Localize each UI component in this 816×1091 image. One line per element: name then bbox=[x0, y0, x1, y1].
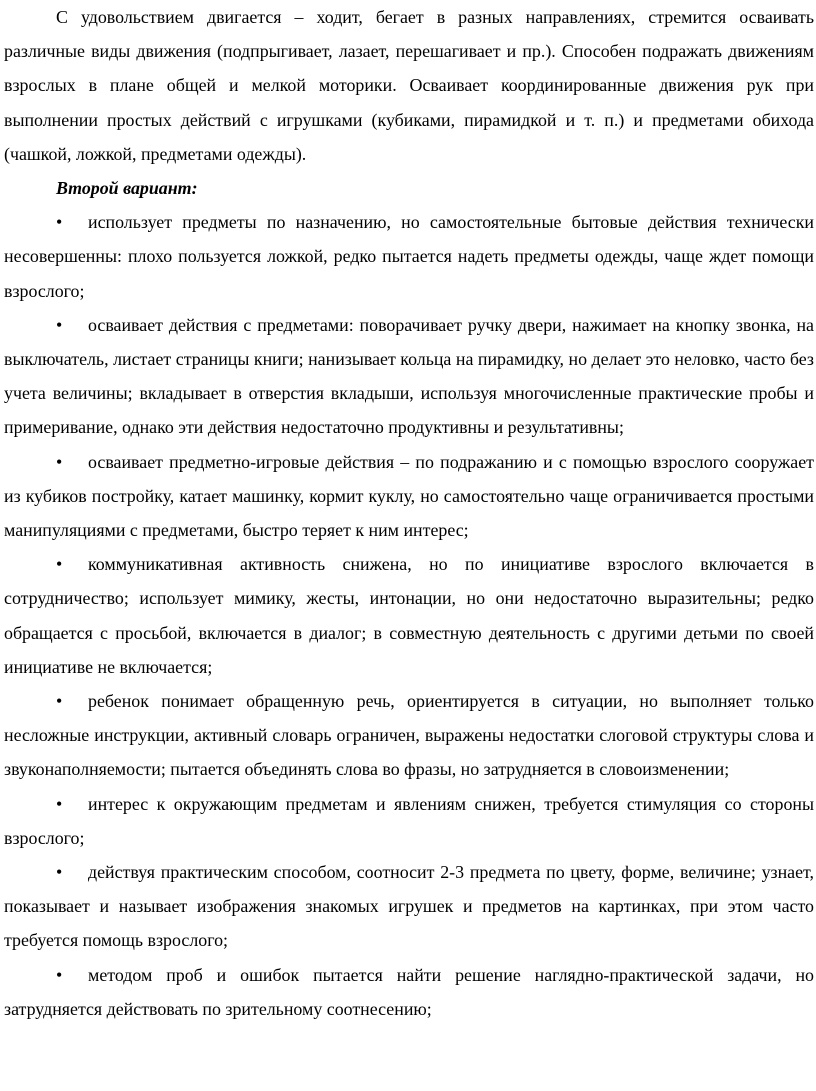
list-item bbox=[4, 308, 814, 445]
list-item-text: осваивает предметно-игровые действия – по подражанию и с помощью взрослого сооружает из кубиков постройку, катает машинку, кормит куклу, но самостоятельно чаще ограничивается простыми манипуляциями с предметами, быстро теряет к ним интерес; bbox=[4, 451, 814, 541]
bullet-mark: • bbox=[56, 314, 63, 335]
list-item-text: использует предметы по назначению, но самостоятельные бытовые действия технически несовершенны: плохо пользуется ложкой, редко пытается надеть предметы одежды, чаще ждет помощи взрослого; bbox=[4, 212, 814, 301]
list-item-text: осваивает действия с предметами: поворачивает ручку двери, нажимает на кнопку звонка, на выключатель, листает страницы книги; нанизывает кольца на пирамидку, но делает это неловко, часто без учета величины; вкладывает в отверстия вкладыши, используя многочисленные практические пробы и примеривание, однако эти действия недостаточно продуктивны и результативны; bbox=[4, 314, 814, 438]
list-item bbox=[4, 547, 814, 684]
bullet-mark: • bbox=[56, 862, 63, 883]
bullet-mark: • bbox=[56, 554, 63, 575]
bullet-mark: • bbox=[56, 964, 63, 985]
list-item bbox=[4, 445, 814, 548]
list-item-text: интерес к окружающим предметам и явлениям снижен, требуется стимуляция со стороны взрослого; bbox=[4, 793, 814, 848]
list-item bbox=[4, 855, 814, 958]
bullet-mark: • bbox=[56, 691, 63, 712]
list-item-text: действуя практическим способом, соотносит 2-3 предмета по цвету, форме, величине; узнает, показывает и называет изображения знакомых игрушек и предметов на картинках, при этом часто требуется помощь взрослого; bbox=[4, 862, 814, 951]
list-item bbox=[4, 205, 814, 308]
bullet-mark: • bbox=[56, 793, 63, 814]
section-heading: Второй вариант: bbox=[56, 178, 198, 199]
list-item bbox=[4, 684, 814, 787]
list-item-text: ребенок понимает обращенную речь, ориентируется в ситуации, но выполняет только несложные инструкции, активный словарь ограничен, выражены недостатки слоговой структуры слова и звуконаполняемости; пытается объединять слова во фразы, но затрудняется в словоизменении; bbox=[4, 691, 814, 780]
list-item-text: коммуникативная активность снижена, но по инициативе взрослого включается в сотрудничество; использует мимику, жесты, интонации, но они недостаточно выразительны; редко обращается с просьбой, включается в диалог; в совместную деятельность с другими детьми по своей инициативе не включается; bbox=[4, 554, 814, 677]
list-item bbox=[4, 958, 814, 1026]
list-item bbox=[4, 787, 814, 855]
bullet-mark: • bbox=[56, 451, 63, 472]
list-item-text: методом проб и ошибок пытается найти решение наглядно-практической задачи, но затрудняется действовать по зрительному соотнесению; bbox=[4, 964, 814, 1019]
intro-paragraph: С удовольствием двигается – ходит, бегает в разных направлениях, стремится осваивать различные виды движения (подпрыгивает, лазает, перешагивает и пр.). Способен подражать движениям взрослых в плане общей и мелкой моторики. Осваивает координированные движения рук при выполнении простых действий с игрушками (кубиками, пирамидкой и т. п.) и предметами обихода (чашкой, ложкой, предметами одежды). bbox=[4, 7, 814, 164]
bullet-mark: • bbox=[56, 212, 63, 233]
bullet-list bbox=[4, 205, 814, 1026]
